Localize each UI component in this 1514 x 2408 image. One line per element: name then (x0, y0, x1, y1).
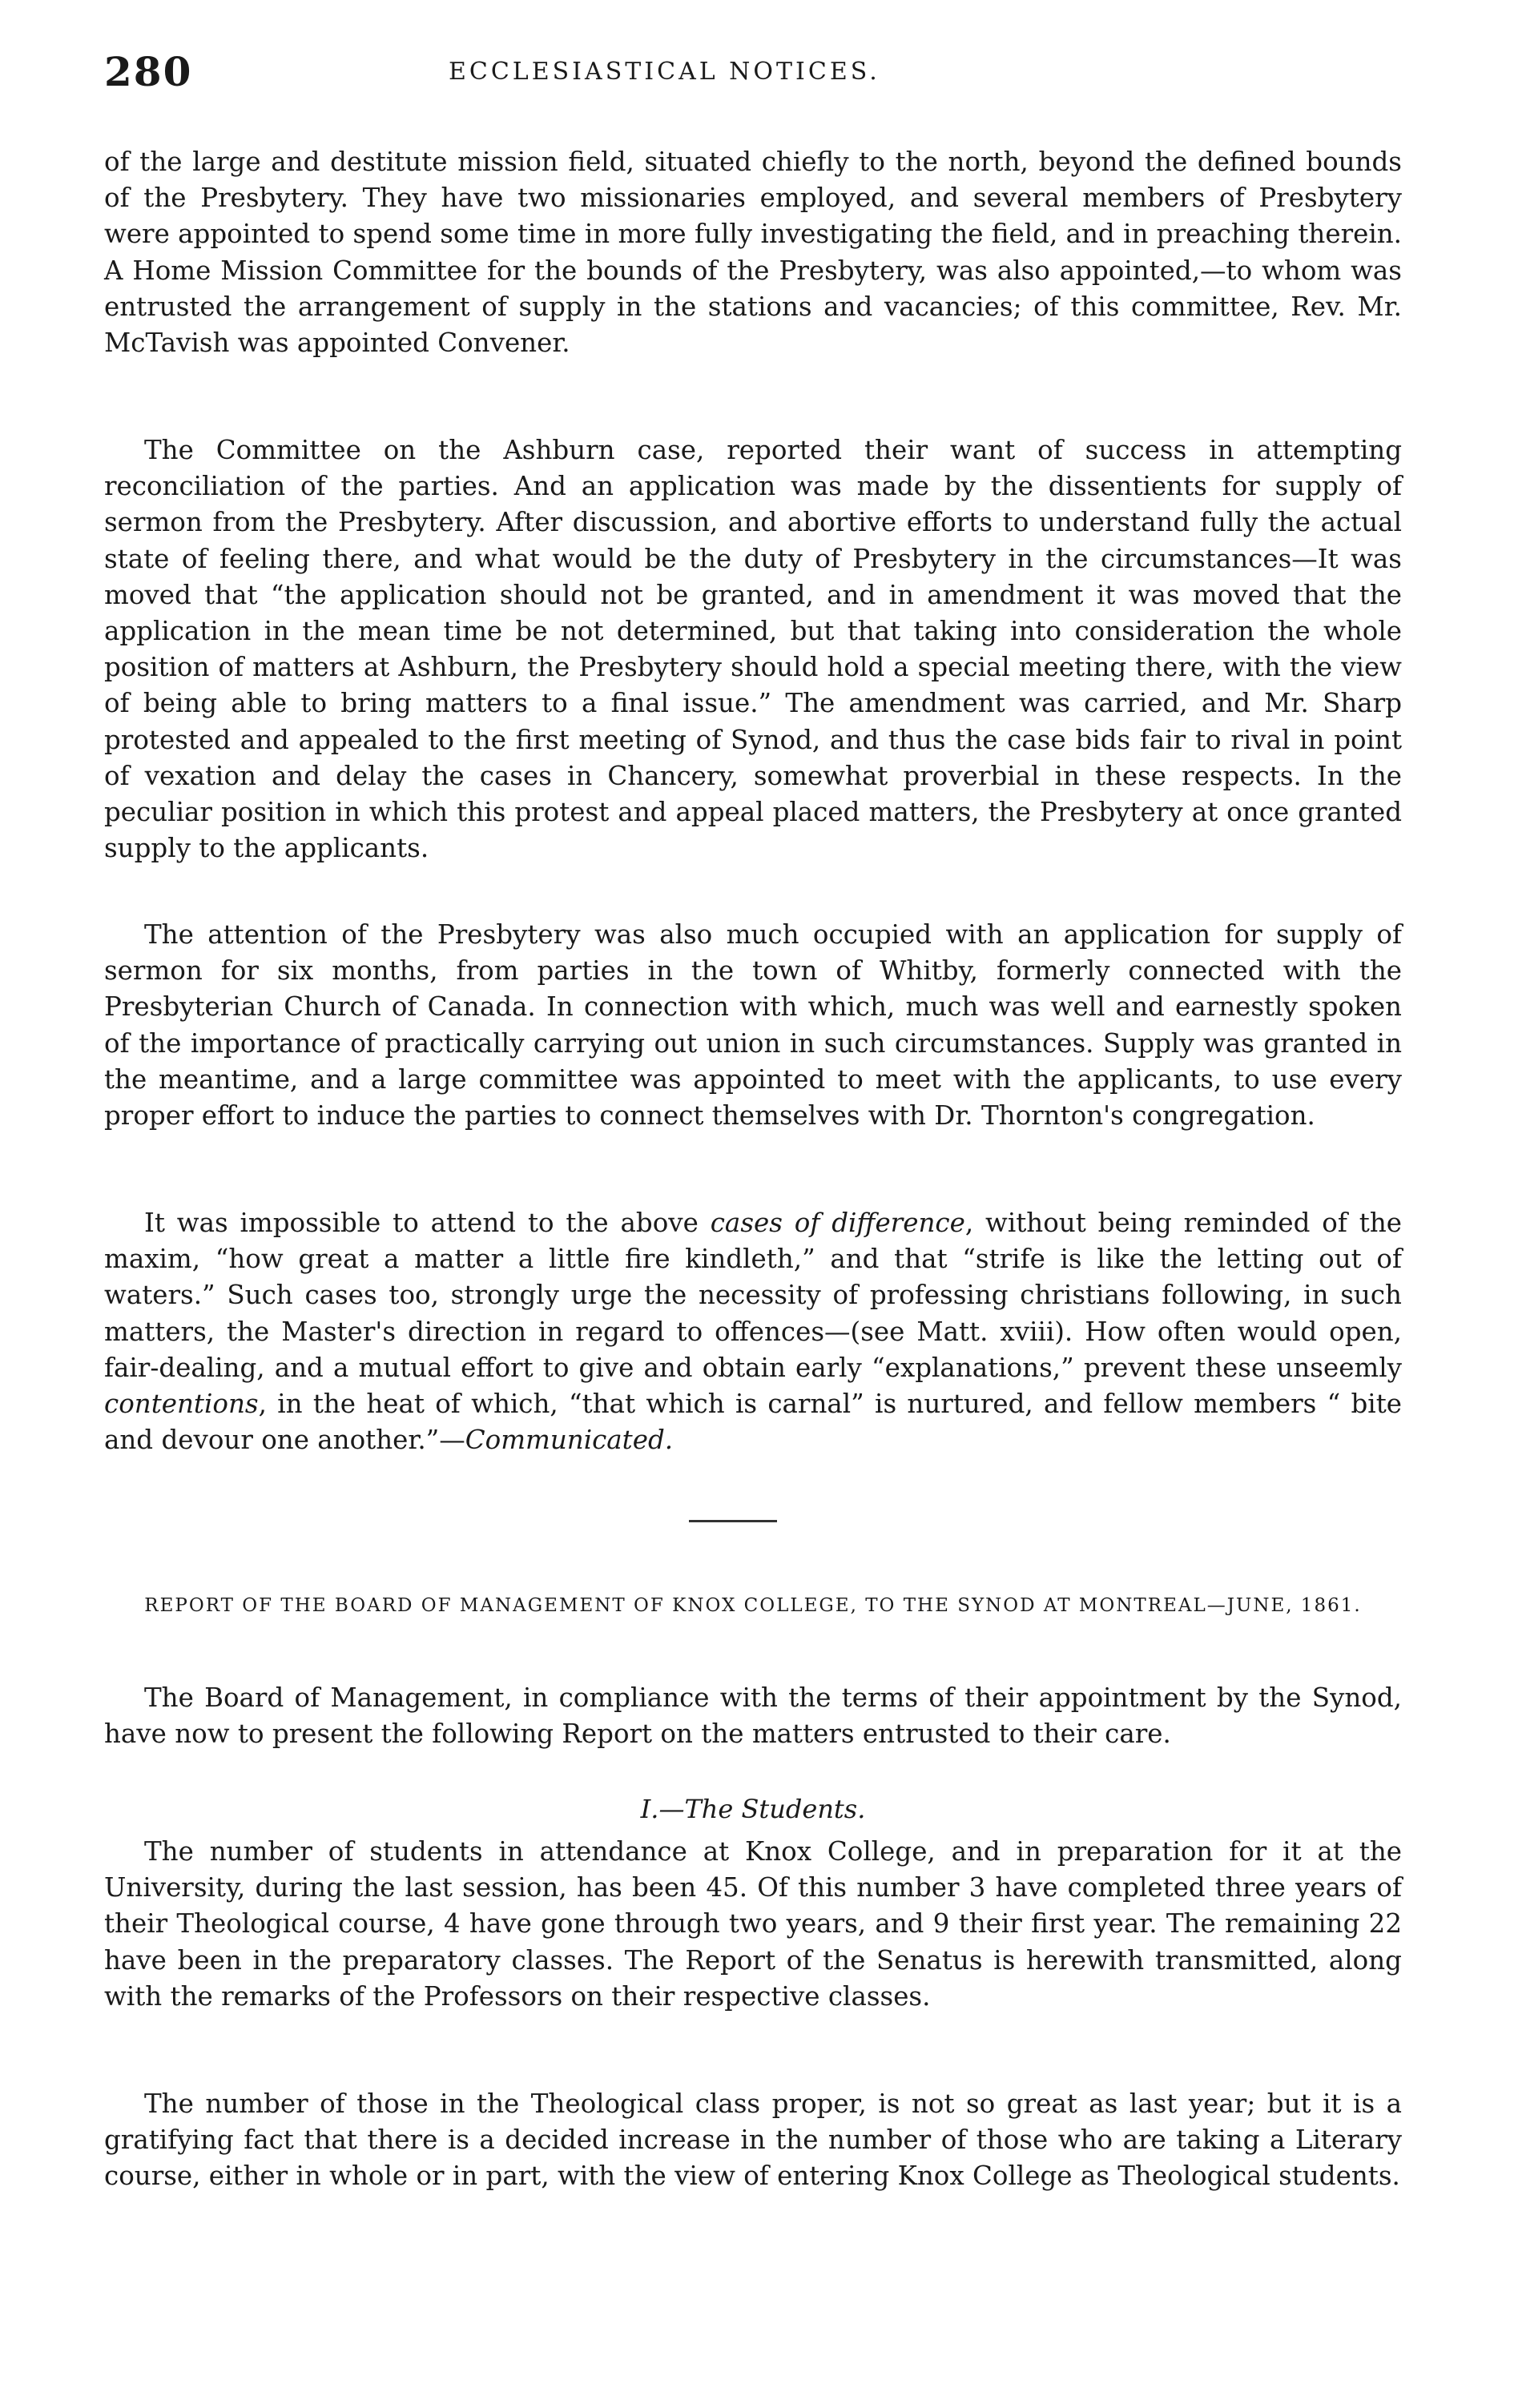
report-intro-paragraph: The Board of Management, in compliance with the terms of their appointment by the Synod, have now to present the following Report on the matters entrusted to their care. (104, 1682, 1402, 1750)
para4-text-before: It was impossible to attend to the above (144, 1208, 711, 1238)
page-number: 280 (104, 48, 193, 95)
page-header (104, 48, 1386, 112)
students-count-paragraph: The number of students in attendance at Knox College, and in preparation for it at the University, during the last session, has been 45. Of this number 3 have completed three years of their Theological course, 4 have gone through two years, and 9 their first year. The remaining 22 have been in the preparatory classes. The Report of the Senatus is herewith transmitted, along with the remarks of the Professors on their respective classes. (104, 1836, 1402, 2012)
para4-emphasis-contentions: contentions (104, 1389, 259, 1420)
theological-class-paragraph: The number of those in the Theological class proper, is not so great as last year; but it is a gratifying fact that there is a decided increase in the number of those who are taking a Literary course, either in whole or in part, with the view of entering Knox College as Theological students. (104, 2088, 1402, 2192)
students-paragraph-block (104, 1834, 1402, 2015)
report-heading: REPORT OF THE BOARD OF MANAGEMENT OF KNOX COLLEGE, TO THE SYNOD AT MONTREAL—JUNE, 1861. (144, 1595, 1362, 1616)
ashburn-paragraph-block (104, 432, 1402, 866)
reflection-paragraph-block (104, 1205, 1402, 1458)
paragraph-cases-of-difference (104, 1205, 1402, 1458)
report-intro-block (104, 1680, 1402, 1752)
section-divider-rule (689, 1520, 777, 1522)
running-head: ECCLESIASTICAL NOTICES. (449, 58, 880, 86)
paragraph-mission-field: of the large and destitute mission field, situated chiefly to the north, beyond the defined bounds of the Presbytery. They have two missionaries employed, and several members of Presbytery were appointed to spend some time in more fully investigating the field, and in preaching therein. A Home Mission Committee for the bounds of the Presbytery, was also appointed,—to whom was entrusted the arrangement of supply in the stations and vacancies; of this committee, Rev. Mr. McTavish was appointed Convener. (104, 147, 1402, 359)
para4-text-middle: , without being reminded of the maxim, “how great a matter a little fire kindleth,” and that “strife is like the letting out of waters.” Such cases too, strongly urge the necessity of professing christians following, in such matters, the Master's direction in regard to offences—(see Matt. xviii). How often would open, fair-dealing, and a mutual effort to give and obtain early “explanations,” prevent these unseemly (104, 1208, 1402, 1383)
paragraph-ashburn-case: The Committee on the Ashburn case, reported their want of success in attempting reconciliation of the parties. And an application was made by the dissentients for supply of sermon from the Presbytery. After discussion, and abortive efforts to understand fully the actual state of feeling there, and what would be the duty of Presbytery in the circumstances—It was moved that “the application should not be granted, and in amendment it was moved that the application in the mean time be not determined, but that taking into consideration the whole position of matters at Ashburn, the Presbytery should hold a special meeting there, with the view of being able to bring matters to a final issue.” The amendment was carried, and Mr. Sharp protested and appealed to the first meeting of Synod, and thus the case bids fair to rival in point of vexation and delay the cases in Chancery, somewhat proverbial in these respects. In the peculiar position in which this protest and appeal placed matters, the Presbytery at once granted supply to the applicants. (104, 435, 1402, 864)
para4-text-after: , in the heat of which, “that which is carnal” is nurtured, and fellow members “ bite and devour one another.”— (104, 1389, 1402, 1456)
section-title: The Students. (684, 1794, 866, 1824)
theological-class-paragraph-block (104, 2086, 1402, 2195)
section-heading-students (104, 1794, 1402, 1824)
section-number: I.— (640, 1794, 685, 1824)
whitby-paragraph-block (104, 917, 1402, 1134)
paragraph-whitby-application: The attention of the Presbytery was also much occupied with an application for supply of sermon for six months, from parties in the town of Whitby, formerly connected with the Presbyterian Church of Canada. In connection with which, much was well and earnestly spoken of the importance of practically carrying out union in such circumstances. Supply was granted in the meantime, and a large committee was appointed to meet with the applicants, to use every proper effort to induce the parties to connect themselves with Dr. Thornton's congregation. (104, 919, 1402, 1132)
continued-paragraph-block (104, 144, 1402, 361)
communicated-signoff: Communicated. (465, 1425, 674, 1456)
para4-emphasis-cases: cases of difference (710, 1208, 965, 1238)
